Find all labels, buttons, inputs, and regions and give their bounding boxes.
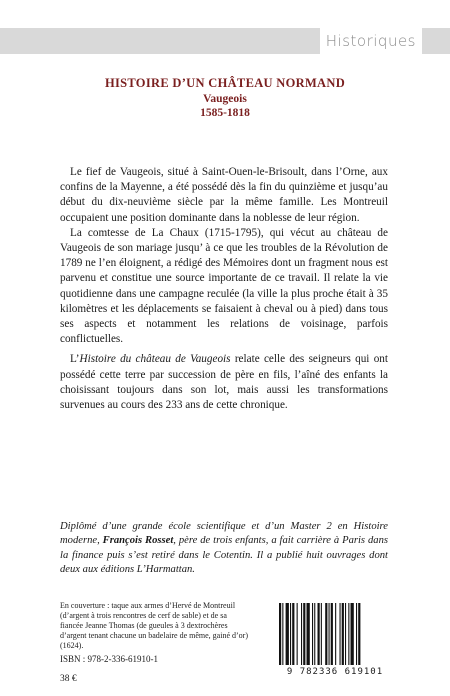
barcode-bar bbox=[318, 603, 320, 665]
barcode-bar bbox=[286, 603, 289, 665]
p3-title: Histoire du château de Vaugeois bbox=[79, 353, 231, 366]
barcode-bar bbox=[303, 603, 305, 665]
p3-lead: L’ bbox=[70, 353, 80, 366]
isbn: ISBN : 978-2-336-61910-1 bbox=[60, 654, 158, 664]
barcode-bar bbox=[312, 603, 313, 665]
barcode-bar bbox=[342, 603, 344, 665]
barcode-bar bbox=[292, 603, 294, 665]
barcode-bar bbox=[351, 603, 354, 665]
book-title: HISTOIRE D’UN CHÂTEAU NORMAND bbox=[104, 76, 346, 90]
barcode-bar bbox=[314, 603, 315, 665]
barcode-bar bbox=[335, 603, 336, 665]
paragraph-1: Le fief de Vaugeois, situé à Saint-Ouen-le-Brisoult, dans l’Orne, aux confins de la Mayenne, a été possédé dès la fin du quinzième et jusqu’au début du dix-neuvième siècle par la même famille. Les Montreuil occupaient une position dominante dans la noblesse de leur région. bbox=[60, 166, 388, 224]
barcode bbox=[275, 603, 395, 683]
back-cover-text bbox=[60, 165, 388, 413]
barcode-bar bbox=[345, 603, 346, 665]
barcode-bar bbox=[348, 603, 349, 665]
price: 38 € bbox=[60, 674, 77, 684]
author-intro: Diplômé d’une grande école scientifique et d’un Master 2 en Histoire moderne, bbox=[60, 521, 388, 547]
book-subtitle: Vaugeois bbox=[203, 93, 247, 105]
barcode-bar bbox=[307, 603, 310, 665]
barcode-digits: 9 782336 619101 bbox=[286, 667, 384, 677]
barcode-bar bbox=[325, 603, 327, 665]
barcode-bar bbox=[321, 603, 322, 665]
barcode-bar bbox=[340, 603, 341, 665]
author-bio bbox=[60, 520, 388, 578]
barcode-bars bbox=[275, 603, 395, 665]
barcode-bar bbox=[297, 603, 298, 665]
barcode-bar bbox=[301, 603, 302, 665]
barcode-bar bbox=[329, 603, 330, 665]
series-label: Historiques bbox=[320, 28, 422, 54]
header-band bbox=[0, 0, 450, 78]
barcode-bar bbox=[279, 603, 281, 665]
author-name: François Rosset bbox=[102, 535, 174, 547]
barcode-bar bbox=[290, 603, 291, 665]
cover-credit: En couverture : taque aux armes d’Hervé de Montreuil (d’argent à trois rencontres de cerf de sable) et de sa fiancée Jeanne Thomas (de gueules à 3 dextrochères d’argent tenant chacune un badelaire de même, gainé d’or) (1624). bbox=[60, 601, 248, 650]
barcode-bar bbox=[356, 603, 357, 665]
author-rest: , père de trois enfants, a fait carrière à Paris dans la finance puis s’est retiré dans le Cotentin. Il a publié huit ouvrages dont deux aux éditions L’Harmattan. bbox=[60, 535, 388, 576]
barcode-bar bbox=[282, 603, 283, 665]
paragraph-2: La comtesse de La Chaux (1715-1795), qui vécut au château de Vaugeois de son mariage jusqu’ à ce que les troubles de la Révolution de 1789 ne l’en éloignent, a rédigé des Mémoires dont un fragment nous est parvenu et constitue une source importante de ce travail. Il relate la vie quotidienne dans une campagne reculée (la ville la plus proche était à 35 kilomètres et les déplacements se faisaient à cheval ou à pied) dans tous ses aspects et notamment les relations de voisinage, parfois conflictuelles. bbox=[60, 226, 388, 346]
title-block bbox=[0, 76, 450, 119]
p3-rest: relate celle des seigneurs qui ont possédé cette terre par succession de père en fils, l’aîné des enfants la choisissant toujours dans son lot, mais aussi les transformations survenues au cours des 233 ans de cette chronique. bbox=[60, 353, 389, 412]
barcode-bar bbox=[358, 603, 360, 665]
barcode-bar bbox=[331, 603, 333, 665]
book-dates: 1585-1818 bbox=[200, 107, 250, 119]
paragraph-3 bbox=[60, 352, 388, 413]
